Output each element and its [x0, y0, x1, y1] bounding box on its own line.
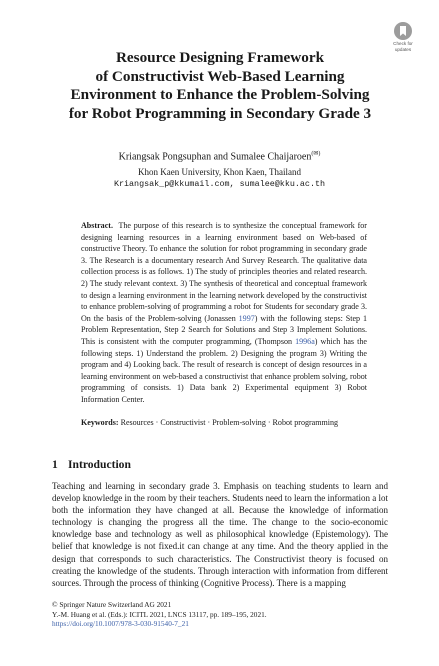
keywords-list: Resources · Constructivist · Problem-solving · Robot programming: [120, 418, 339, 427]
copyright-line: © Springer Nature Switzerland AG 2021: [52, 600, 172, 609]
abstract-label: Abstract.: [81, 221, 113, 230]
check-for-updates-badge[interactable]: [388, 22, 418, 52]
section-heading: [52, 458, 131, 471]
bookmark-icon: [394, 22, 412, 40]
abstract-text-3: ) which has the following steps. 1) Understand the problem. 2) Designing the program 3) Writing the program and 4) Looking back. The result of research is concept of design resources in a learning environment on web-based a constructivist that enhance problem solving, robot programming of consists. 1) Data bank 2) Experimental equipment 3) Robot Information Center.: [81, 336, 367, 404]
abstract-text-2: ) with the following steps: Step 1 Problem Representation, Step 2 Search for Solutions and Step 3 Implement Solutions. This is consistent with the computer programming, (Thompson: [81, 313, 367, 346]
badge-label-line1: Check for: [393, 41, 413, 46]
keywords-label: Keywords:: [81, 418, 119, 427]
affiliation: Khon Kaen University, Khon Kaen, Thailand: [138, 167, 301, 177]
corresponding-author-mark: (✉): [311, 151, 321, 157]
abstract-text-1: The purpose of this research is to synthesize the conceptual framework for designing learning resources in a learning environment based on Web-based of constructive Theory. To enhance the solution for robot programming in secondary grade 3. The Research is a documentary research And Survey Research. The qualitative data collection process is as follows. 1) The study of principles theories and related research. 2) The study relevant context. 3) The synthesis of theoretical and conceptual framework to design a learning environment in the learning network developed by the constructivist to enhance problem-solving of programming a robot for Students for secondary grade 3. On the basis of the Problem-solving (Jonassen: [81, 221, 367, 323]
author-names: Kriangsak Pongsuphan and Sumalee Chaijaroen: [118, 151, 312, 163]
badge-label-line2: updates: [394, 47, 412, 52]
author-list: [0, 150, 439, 162]
title-line: Resource Designing Framework: [115, 49, 325, 66]
title-line: for Robot Programming in Secondary Grade 3: [68, 104, 372, 122]
title-line: of Constructivist Web-Based Learning: [95, 67, 345, 85]
abstract: [81, 220, 367, 406]
paper-title: [60, 49, 380, 123]
section-number: 1: [52, 458, 58, 471]
citation-link[interactable]: 1997: [238, 313, 255, 323]
footer: [52, 600, 388, 629]
section-title: Introduction: [68, 458, 131, 471]
citation-line: Y.-M. Huang et al. (Eds.): ICITL 2021, LNCS 13117, pp. 189–195, 2021.: [52, 609, 267, 619]
citation-link[interactable]: 1996a: [295, 336, 315, 346]
title-line: Environment to Enhance the Problem-Solving: [70, 86, 370, 104]
keywords: [81, 418, 367, 427]
doi-link[interactable]: https://doi.org/10.1007/978-3-030-91540-7_21: [52, 619, 189, 628]
author-emails[interactable]: Kriangsak_p@kkumail.com, sumalee@kku.ac.th: [113, 179, 326, 189]
introduction-paragraph: Teaching and learning in secondary grade 3. Emphasis on teaching students to learn and develop knowledge in the room by their teachers. Students need to learn the information a lot both the information they have changed at all. Because the knowledge of information technology is changing the progress all the time. The change to the socio-economic knowledge base and technology as well as philosophical knowledge (Epistemology). The belief that knowledge is not fixed.it can change at any time. And the theory applied in the design that corresponds to such characteristics. The Constructivist theory is focused on creating the knowledge of the students. Through interaction with information from different sources. Through the process of thinking (Cognitive Process). There is a mapping: [52, 481, 388, 588]
